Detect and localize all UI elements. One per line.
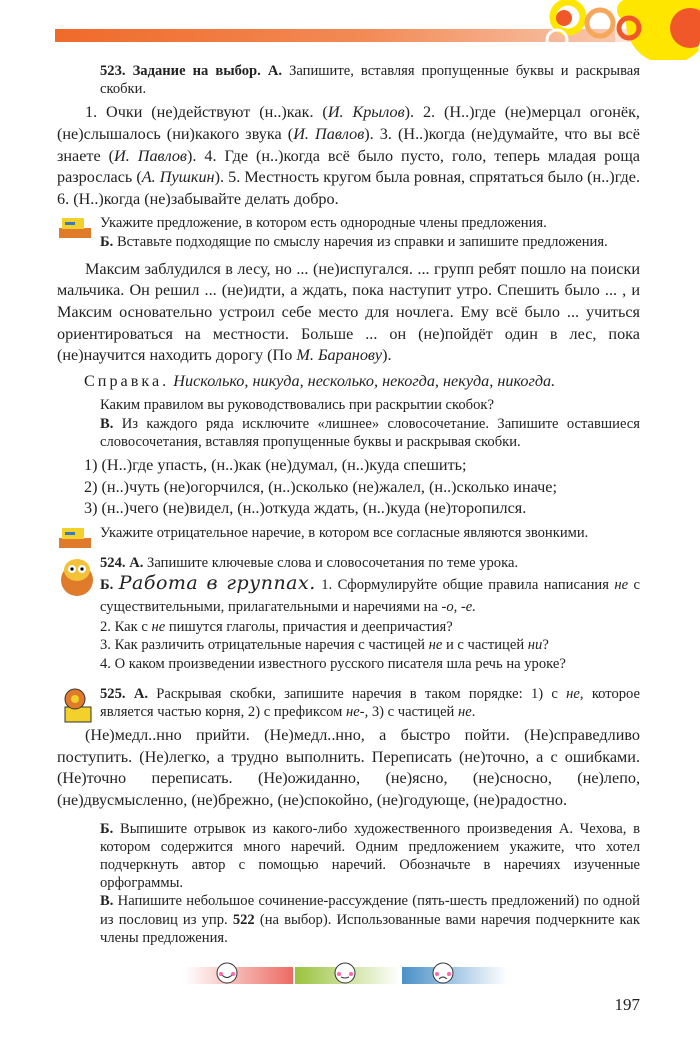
text-segment: 522 — [232, 911, 255, 928]
text-segment: пишутся глаголы, причастия и деепричастия? — [165, 619, 453, 636]
ex523-header — [100, 62, 640, 98]
smiley-sad-icon — [431, 961, 455, 985]
text-segment: Б. — [100, 233, 114, 250]
text-segment: и с частицей — [442, 637, 528, 654]
books-icon — [57, 524, 95, 550]
smiley-neutral-icon — [333, 961, 357, 985]
text-segment: М. Баранову — [296, 346, 383, 365]
text-segment: ). 3. (Н..)когда (не)думайте, что вы всё знаете ( — [57, 125, 640, 165]
ex525-group — [57, 685, 640, 721]
smiley-strip — [57, 961, 640, 985]
strip-red — [185, 967, 293, 984]
text-segment: Каким правилом вы руководствовались при раскрытии скобок? — [100, 397, 494, 414]
text-segment: ни — [527, 637, 543, 654]
ex525-v — [100, 892, 640, 947]
text-segment: Справка. — [84, 371, 170, 390]
text-segment: Запишите, вставляя пропущенные буквы и раскрывая скобки. — [100, 63, 640, 98]
text-segment: с существительными, прилагательными и наречиями на — [100, 577, 640, 616]
text-segment: В. — [100, 415, 114, 432]
text-segment: 1. Сформулируйте общие правила написания — [315, 577, 615, 594]
books-icon — [57, 214, 95, 240]
ex524-q2 — [100, 618, 640, 636]
smiley-happy-icon — [215, 961, 239, 985]
text-segment: ). 5. Местность кругом была ровная, спрятаться было (н..)где. 6. (Н..)когда (не)забывайте делать добро. — [57, 168, 640, 208]
text-segment: (на выбор). Использованные вами наречия подчеркните как члены предложения. — [100, 911, 640, 946]
text-segment: не — [566, 685, 580, 702]
ex523-task-b — [100, 233, 640, 251]
ex523-text2 — [57, 259, 640, 367]
ex524-q4 — [100, 655, 640, 673]
text-segment: Из каждого ряда исключите «лишнее» словосочетание. Запишите оставшиеся словосочетания, вставляя пропущенные буквы и раскрывая скобки. — [100, 415, 640, 450]
spravka — [84, 371, 640, 393]
text-segment: ). 4. Где (н..)когда всё было пусто, голо, теперь младая роща разрослась ( — [57, 146, 640, 187]
ex523-text — [57, 102, 640, 210]
ex523-task-v — [100, 415, 640, 451]
ex525-text — [57, 725, 640, 811]
row: 2) (н..)чуть (не)огорчился, (н..)сколько (не)жалел, (н..)сколько иначе; — [84, 477, 557, 496]
text-segment: Укажите отрицательное наречие, в котором все согласные являются звонкими. — [100, 524, 589, 541]
row: 1) (Н..)где упасть, (н..)как (не)думал, (н..)куда спешить; — [84, 455, 467, 474]
text-segment: не — [458, 703, 472, 720]
text-segment: не — [614, 577, 629, 594]
text-segment: Напишите небольшое сочинение-рассуждение (пять-шесть предложений) по одной из пословиц из упр. — [100, 893, 640, 928]
text-segment: (Не)медл..нно прийти. (Не)медл..нно, а быстро пойти. (Не)справедливо поступить. (Не)легко, а трудно выполнить. Переписать (не)точно, а с ошибками. (Не)точно переписать. (Не)ожиданно, (не)ясно, (не)сносно, (не)лепо, (не)двусмысленно, (не)брежно, (не)спокойно, (не)годующе, (не)радостно. — [57, 726, 640, 809]
text-segment: -о, -е. — [441, 599, 476, 616]
text-segment: ). 2. (Н..)где (не)мерцал огонёк, (не)слышалось (ни)какого звука ( — [57, 103, 640, 143]
text-segment: В. — [100, 893, 114, 910]
text-segment: 1. Очки (не)действуют (н..)как. ( — [85, 103, 328, 122]
text-segment: Максим заблудился в лесу, но ... (не)испугался. ... групп ребят пошло на поиски мальчика. Он решил ... (не)идти, а ждать, пока наступит утро. Спешить было ... , и Максим основательно устроил себе место для ночлега. Ему всё было ... учиться ориентироваться на местности. Больше ... он (не)пойдёт один в лес, пока (не)научится находить дорогу (По — [57, 259, 640, 365]
text-segment: , которое является частью корня, 2) с префиксом — [100, 685, 641, 720]
text-segment: , 3) с частицей — [364, 703, 459, 720]
ex524-q3 — [100, 636, 640, 654]
text-segment: 4. О каком произведении известного русского писателя шла речь на уроке? — [100, 655, 566, 672]
text-segment: А. Пушкин — [141, 168, 215, 187]
text-segment: 525. А. — [100, 685, 149, 702]
text-segment: Вставьте подходящие по смыслу наречия из справки и запишите предложения. — [113, 233, 608, 250]
owl-icon — [57, 554, 97, 598]
text-segment: Работа в группах. — [118, 572, 316, 595]
text-segment: Б. — [100, 820, 114, 837]
text-segment: ). — [382, 346, 392, 365]
ex524-group — [57, 554, 640, 673]
ex523-task-voiced — [100, 524, 640, 542]
text-segment: Раскрывая скобки, запишите наречия в таком порядке: 1) с — [148, 685, 567, 702]
text-segment: не — [151, 619, 166, 636]
text-segment: ? — [542, 637, 549, 654]
text-segment: 2. Как с — [100, 619, 152, 636]
text-segment: И. Павлов — [293, 125, 365, 143]
page-number: 197 — [614, 994, 640, 1014]
text-segment: 523. Задание на выбор. А. — [100, 63, 283, 79]
ex523-task-homogeneous — [100, 214, 640, 232]
ex525-b — [100, 820, 640, 893]
ex523-task-rule — [100, 396, 640, 414]
text-segment: Б. — [100, 577, 119, 594]
ex523-tasks-group — [57, 214, 640, 250]
snail-icon — [57, 685, 97, 725]
text-segment: И. Павлов — [114, 146, 187, 165]
row: 3) (н..)чего (не)видел, (н..)откуда ждать, (н..)куда (не)торопился. — [84, 499, 527, 518]
text-segment: не — [428, 637, 443, 654]
ex523-rows — [84, 455, 640, 520]
text-segment: 524. А. — [100, 554, 144, 571]
ex524-a — [100, 554, 640, 572]
text-segment: Запишите ключевые слова и словосочетания по теме урока. — [143, 554, 519, 571]
text-segment: Нисколько, никуда, несколько, некогда, некуда, никогда. — [169, 371, 556, 390]
text-segment: Укажите предложение, в котором есть однородные члены предложения. — [100, 215, 547, 232]
text-segment: . — [471, 703, 476, 720]
text-segment: не- — [345, 703, 365, 720]
ex524-b — [100, 572, 640, 618]
text-segment: Выпишите отрывок из какого-либо художественного произведения А. Чехова, в котором содержится много наречий. Одним предложением укажите, что хотел подчеркнуть автор с помощью наречий. Обозначьте в наречиях изученные орфограммы. — [100, 820, 640, 892]
text-segment: И. Крылов — [327, 103, 405, 122]
ex525-a — [100, 685, 640, 721]
ex523-voiced-group — [57, 524, 640, 542]
text-segment: 3. Как различить отрицательные наречия с частицей — [100, 637, 429, 654]
